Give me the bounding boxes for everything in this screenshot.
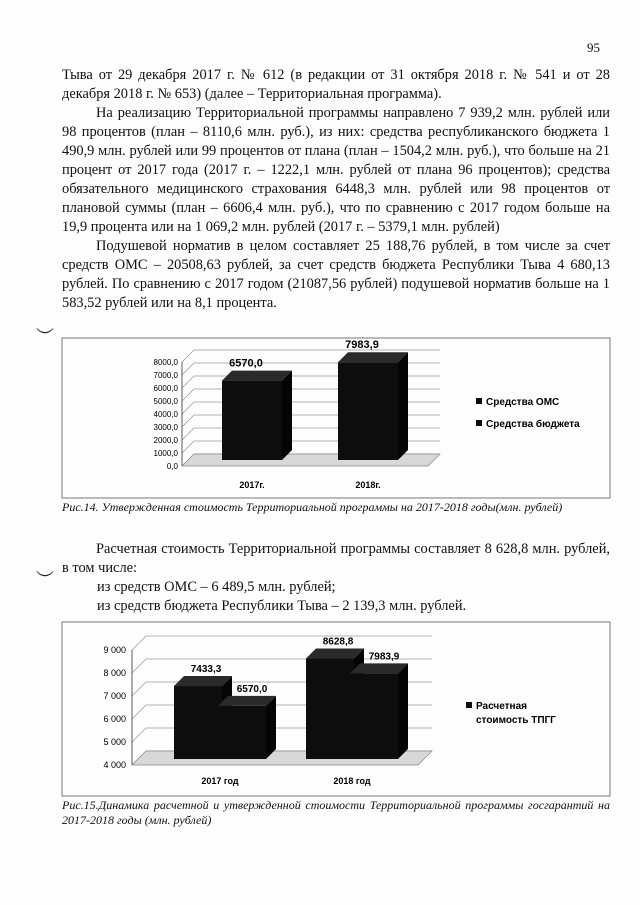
y-tick-label: 1000,0 [153,449,178,458]
y-tick-label: 5 000 [103,737,126,747]
legend-entry: Средства бюджета [486,419,580,430]
paragraph-1: Тыва от 29 декабря 2017 г. № 612 (в редакции от 31 октября 2018 г. № 541 и от 28 декабря 2018 г. № 653) (далее – Территориальная программа). [62,67,610,102]
y-tick-label: 9 000 [103,645,126,655]
bar-calc-1-top [306,649,364,659]
margin-mark-2: ︶ [36,570,54,590]
paragraph-3-text: Подушевой норматив в целом составляет 25 188,76 рублей, в том числе за счет средств ОМС – 20508,63 рублей, за счет средств бюджета Республики Тыва 4 680,13 рублей. По сравнению с 2017 годом (21087,56 рублей) подушевой норматив больше на 1 583,52 рублей или на 8,1 процента. [62,238,610,311]
list-line-budget: из средств бюджета Республики Тыва – 2 139,3 млн. рублей. [97,598,467,614]
y-tick-label: 7000,0 [153,371,178,380]
data-label: 6570,0 [236,683,268,695]
data-label: 8628,8 [322,636,354,648]
gridline-depth [132,682,146,696]
bar-approved-0-top [218,696,276,706]
y-tick-label: 5000,0 [153,397,178,406]
x-tick-label: 2017г. [239,480,265,490]
bar-approved-0-side [266,696,276,759]
gridline-depth [132,705,146,719]
bar-approved-1-top [350,663,408,673]
legend-entry: Средства ОМС [486,397,560,408]
gridline-depth [132,728,146,742]
list-line-oms: из средств ОМС – 6 489,5 млн. рублей; [97,579,336,595]
legend-swatch [466,702,472,708]
data-label: 6570,0 [229,357,263,370]
y-tick-label: 2000,0 [153,436,178,445]
y-tick-label: 3000,0 [153,423,178,432]
y-tick-label: 8000,0 [153,358,178,367]
data-label: 7983,9 [368,651,400,663]
caption-fig-14: Рис.14. Утвержденная стоимость Территориальной программы на 2017-2018 годы(млн. рублей) [62,500,563,514]
gridline-depth [132,636,146,650]
caption-fig-15: Рис.15.Динамика расчетной и утвержденной стоимости Территориальной программы госгарантий на 2017-2018 годы (млн. рублей) [62,798,610,827]
margin-mark: ︶ [36,327,54,347]
y-tick-label: 6000,0 [153,384,178,393]
x-tick-label: 2017 год [201,776,239,786]
y-tick-label: 6 000 [103,714,126,724]
legend-entry-cont: стоимость ТПГГ [476,715,556,726]
data-label: 7433,3 [190,664,222,676]
bar-approved-0 [218,706,266,759]
data-label: 7983,9 [345,339,379,352]
legend-entry: Расчетная [476,701,527,712]
bar-calc-1 [306,659,354,759]
y-tick-label: 0,0 [166,462,178,471]
x-tick-label: 2018 год [333,776,371,786]
y-tick-label: 8 000 [103,668,126,678]
y-tick-label: 7 000 [103,691,126,701]
paragraph-2-text: На реализацию Территориальной программы направлено 7 939,2 млн. рублей или 98 процентов (план – 8110,6 млн. руб.), из них: средства республиканского бюджета 1 490,9 млн. рублей или 99 процентов от плана (план – 1504,2 млн. руб.), что больше на 21 процент от 2017 года (2017 г. – 1222,1 млн. рублей от плана 96 процентов); средства обязательного медицинского страхования 6448,3 млн. рублей или 98 процентов от плановой суммы (план – 6606,4 млн. руб.), что по сравнению с 2017 годом больше на 19,9 процента или на 1 069,2 млн. рублей (2017 г. – 5379,1 млн. рублей) [62,105,610,235]
x-tick-label: 2018г. [355,480,381,490]
gridline-depth [132,659,146,673]
bar-approved-1-side [398,663,408,759]
y-tick-label: 4000,0 [153,410,178,419]
page-number: 95 [587,40,600,55]
paragraph-4-text: Расчетная стоимость Территориальной программы составляет 8 628,8 млн. рублей, в том числе: [62,541,610,576]
bar-approved-1 [350,673,398,759]
bar-calc-0 [174,686,222,759]
y-tick-label: 4 000 [103,760,126,770]
bar-calc-0-top [174,676,232,686]
